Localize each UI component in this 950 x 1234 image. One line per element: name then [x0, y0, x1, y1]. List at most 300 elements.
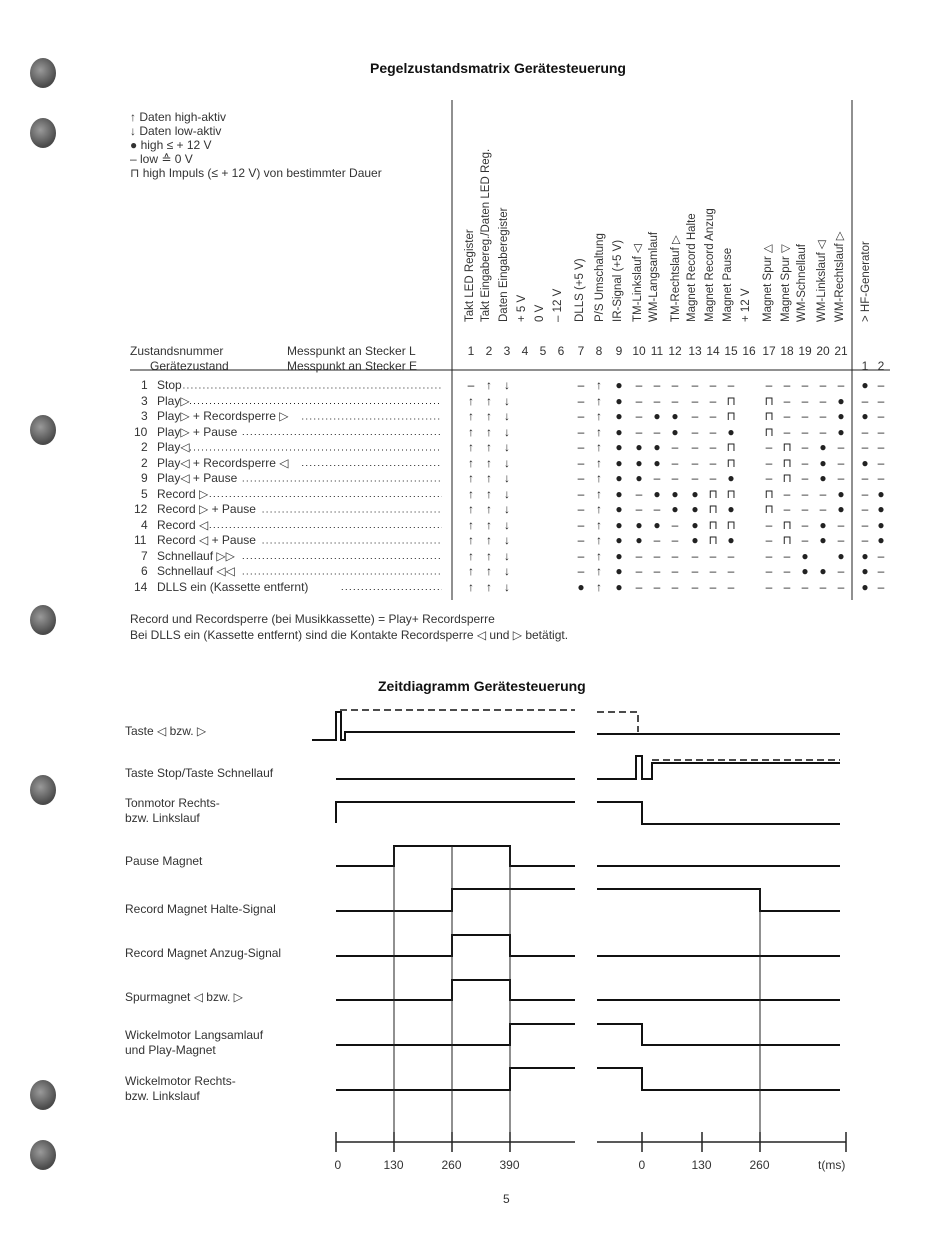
- matrix-cell: –: [577, 486, 585, 501]
- axis-tick-label: 0: [638, 1158, 646, 1172]
- matrix-cell: –: [837, 440, 845, 454]
- matrix-cell: –: [691, 471, 699, 485]
- trace-wm-langsam: [336, 1024, 575, 1045]
- matrix-cell: ↑: [468, 424, 474, 439]
- column-label: Daten Eingaberegister: [498, 207, 510, 322]
- matrix-cell: –: [801, 579, 809, 594]
- matrix-cell: –: [801, 486, 809, 501]
- trace-spur: [336, 980, 575, 1000]
- matrix-cell: –: [765, 378, 773, 392]
- row-label: Play▷ + Pause: [157, 424, 238, 439]
- column-label: Magnet Spur △: [762, 244, 774, 322]
- column-label: IR-Signal (+5 V): [612, 239, 624, 322]
- column-label: + 12 V: [740, 288, 752, 322]
- matrix-cell: ↓: [504, 424, 510, 439]
- legend-line: ↑ Daten high-aktiv: [130, 110, 227, 124]
- matrix-cell: –: [653, 471, 661, 485]
- matrix-cell: ⊓: [726, 517, 736, 532]
- matrix-cell: –: [691, 409, 699, 423]
- pin-number-l: 7: [577, 344, 585, 358]
- matrix-cell: ●: [861, 579, 869, 594]
- matrix-cell: ●: [877, 517, 885, 532]
- matrix-cell: ●: [615, 502, 623, 516]
- matrix-cell: –: [765, 471, 773, 485]
- matrix-cell: –: [877, 548, 885, 563]
- matrix-cell: –: [877, 378, 885, 392]
- matrix-cell: ●: [615, 378, 623, 392]
- row-label: Play◁ + Pause: [157, 471, 238, 485]
- matrix-cell: ↑: [486, 378, 492, 392]
- matrix-cell: –: [801, 455, 809, 470]
- matrix-cell: –: [783, 409, 791, 423]
- matrix-cell: –: [801, 378, 809, 392]
- matrix-cell: –: [783, 548, 791, 563]
- matrix-cell: ●: [837, 548, 845, 563]
- signal-label-line: Taste Stop/Taste Schnellauf: [125, 766, 274, 780]
- matrix-cell: ⊓: [764, 502, 774, 516]
- matrix-cell: ⊓: [764, 424, 774, 439]
- column-label: TM-Rechtslauf ▷: [670, 235, 682, 322]
- matrix-cell: –: [877, 424, 885, 439]
- matrix-cell: ⊓: [708, 486, 718, 501]
- pin-number-l: 10: [632, 344, 646, 358]
- matrix-cell: ●: [837, 502, 845, 516]
- matrix-cell: –: [819, 579, 827, 594]
- matrix-cell: –: [671, 440, 679, 454]
- matrix-cell: ●: [635, 533, 643, 547]
- matrix-cell: ↓: [504, 455, 510, 470]
- matrix-cell: ↓: [504, 440, 510, 454]
- matrix-cell: –: [861, 424, 869, 439]
- matrix-cell: ●: [861, 564, 869, 578]
- trace-anzug: [336, 935, 575, 956]
- row-number: 4: [141, 517, 148, 532]
- matrix-cell: ↓: [504, 502, 510, 516]
- matrix-cell: ⊓: [782, 517, 792, 532]
- matrix-cell: ↑: [468, 393, 474, 408]
- matrix-cell: –: [671, 393, 679, 408]
- matrix-cell: ↑: [596, 533, 602, 547]
- row-number: 11: [134, 533, 147, 547]
- matrix-cell: ●: [653, 486, 661, 501]
- pin-number-l: 1: [467, 344, 475, 358]
- matrix-cell: ↑: [486, 393, 492, 408]
- matrix-cell: ●: [635, 517, 643, 532]
- matrix-cell: –: [671, 579, 679, 594]
- pin-number-l: 18: [780, 344, 794, 358]
- matrix-cell: –: [727, 548, 735, 563]
- matrix-cell: –: [635, 502, 643, 516]
- row-number: 3: [141, 409, 148, 423]
- trace-tonmotor: [597, 802, 840, 824]
- header-stecker-l: Messpunkt an Stecker L: [287, 344, 416, 358]
- matrix-cell: –: [819, 393, 827, 408]
- matrix-cell: ↓: [504, 517, 510, 532]
- matrix-cell: ●: [615, 455, 623, 470]
- row-label: Schnellauf ▷▷: [157, 548, 235, 563]
- signal-label-line: Record Magnet Anzug-Signal: [125, 946, 282, 960]
- matrix-cell: ↑: [486, 486, 492, 501]
- matrix-cell: ↑: [468, 533, 474, 547]
- matrix-cell: –: [653, 533, 661, 547]
- matrix-cell: –: [801, 409, 809, 423]
- pin-number-l: 4: [521, 344, 529, 358]
- matrix-cell: ⊓: [764, 409, 774, 423]
- matrix-cell: –: [691, 378, 699, 392]
- matrix-cell: –: [861, 517, 869, 532]
- matrix-cell: –: [709, 564, 717, 578]
- matrix-cell: –: [653, 579, 661, 594]
- signal-label-line: Taste ◁ bzw. ▷: [125, 724, 207, 738]
- matrix-cell: ⊓: [782, 471, 792, 485]
- matrix-cell: ⊓: [708, 533, 718, 547]
- matrix-cell: ↑: [596, 517, 602, 532]
- trace-tonmotor: [336, 802, 575, 823]
- matrix-cell: ●: [615, 517, 623, 532]
- pin-number-l: 11: [650, 344, 664, 358]
- row-label: Record ▷: [157, 486, 209, 501]
- matrix-cell: ↑: [468, 502, 474, 516]
- matrix-cell: ●: [615, 424, 623, 439]
- matrix-cell: ●: [727, 424, 735, 439]
- matrix-cell: ↑: [486, 424, 492, 439]
- matrix-cell: –: [671, 517, 679, 532]
- matrix-cell: ●: [615, 548, 623, 563]
- matrix-cell: ●: [861, 455, 869, 470]
- signal-label-line: Wickelmotor Langsamlauf: [125, 1028, 264, 1042]
- matrix-cell: ●: [819, 533, 827, 547]
- matrix-cell: –: [653, 564, 661, 578]
- matrix-cell: –: [577, 502, 585, 516]
- matrix-cell: ↑: [596, 502, 602, 516]
- matrix-note-2: Bei DLLS ein (Kassette entfernt) sind die Kontakte Recordsperre ◁ und ▷ betätigt.: [130, 628, 569, 642]
- matrix-cell: ↑: [468, 564, 474, 578]
- pin-number-l: 15: [724, 344, 738, 358]
- matrix-cell: –: [783, 393, 791, 408]
- matrix-cell: ●: [727, 502, 735, 516]
- matrix-cell: –: [819, 424, 827, 439]
- matrix-cell: ●: [635, 440, 643, 454]
- row-label: Stop: [157, 378, 182, 392]
- matrix-cell: ⊓: [708, 502, 718, 516]
- matrix-cell: ⊓: [782, 533, 792, 547]
- matrix-cell: ↑: [486, 579, 492, 594]
- matrix-cell: –: [653, 424, 661, 439]
- matrix-cell: –: [691, 440, 699, 454]
- matrix-cell: ⊓: [764, 393, 774, 408]
- matrix-cell: ⊓: [726, 486, 736, 501]
- pin-number-l: 12: [668, 344, 682, 358]
- matrix-cell: –: [861, 471, 869, 485]
- matrix-cell: ↑: [596, 471, 602, 485]
- matrix-cell: –: [671, 378, 679, 392]
- header-stecker-e: Messpunkt an Stecker E: [287, 359, 418, 373]
- row-label: Record ▷ + Pause: [157, 502, 256, 516]
- signal-label-line: Spurmagnet ◁ bzw. ▷: [125, 990, 243, 1004]
- pin-number-l: 20: [816, 344, 830, 358]
- matrix-cell: ↓: [504, 579, 510, 594]
- matrix-cell: ●: [801, 564, 809, 578]
- matrix-cell: ↑: [596, 548, 602, 563]
- matrix-cell: ●: [837, 424, 845, 439]
- matrix-cell: –: [765, 548, 773, 563]
- matrix-cell: –: [709, 393, 717, 408]
- row-label: DLLS ein (Kassette entfernt): [157, 579, 309, 594]
- matrix-cell: –: [819, 502, 827, 516]
- pin-number-l: 6: [557, 344, 565, 358]
- matrix-cell: –: [709, 579, 717, 594]
- signal-label-line: Pause Magnet: [125, 854, 203, 868]
- matrix-cell: –: [861, 533, 869, 547]
- column-label: Magnet Spur ▽: [780, 244, 792, 322]
- matrix-cell: –: [801, 533, 809, 547]
- matrix-title: Pegelzustandsmatrix Gerätesteuerung: [370, 60, 626, 76]
- column-label: TM-Linkslauf ◁: [632, 244, 644, 322]
- matrix-cell: ⊓: [708, 517, 718, 532]
- column-label: P/S Umschaltung: [594, 233, 606, 322]
- matrix-cell: –: [691, 455, 699, 470]
- matrix-cell: ⊓: [782, 455, 792, 470]
- matrix-cell: ↑: [596, 378, 602, 392]
- matrix-cell: –: [709, 548, 717, 563]
- matrix-cell: ●: [837, 409, 845, 423]
- row-label: Record ◁ + Pause: [157, 533, 256, 547]
- matrix-cell: ⊓: [726, 440, 736, 454]
- trace-wm-langsam: [597, 1024, 840, 1045]
- matrix-cell: ●: [635, 471, 643, 485]
- matrix-cell: –: [635, 393, 643, 408]
- matrix-cell: ↑: [468, 548, 474, 563]
- signal-label-line: Wickelmotor Rechts-: [125, 1074, 236, 1088]
- pin-number-l: 16: [742, 344, 756, 358]
- matrix-cell: ●: [671, 424, 679, 439]
- matrix-cell: ↑: [596, 486, 602, 501]
- matrix-cell: –: [765, 564, 773, 578]
- matrix-cell: ↓: [504, 378, 510, 392]
- row-number: 3: [141, 393, 148, 408]
- matrix-cell: ●: [819, 517, 827, 532]
- pin-number-l: 2: [485, 344, 493, 358]
- matrix-cell: –: [577, 455, 585, 470]
- matrix-cell: ↓: [504, 393, 510, 408]
- row-number: 5: [141, 486, 148, 501]
- matrix-cell: ↑: [468, 409, 474, 423]
- matrix-cell: ●: [615, 579, 623, 594]
- matrix-cell: –: [837, 564, 845, 578]
- legend-line: ● high ≤ + 12 V: [130, 138, 212, 152]
- timing-title: Zeitdiagramm Gerätesteuerung: [378, 678, 586, 694]
- row-number: 7: [141, 548, 148, 563]
- row-number: 2: [141, 440, 148, 454]
- column-label: > HF-Generator: [860, 241, 872, 322]
- matrix-cell: –: [837, 517, 845, 532]
- matrix-cell: ●: [577, 579, 585, 594]
- axis-tick-label: 260: [749, 1158, 770, 1172]
- matrix-cell: –: [577, 471, 585, 485]
- matrix-cell: –: [709, 378, 717, 392]
- matrix-cell: –: [765, 517, 773, 532]
- signal-label-line: und Play-Magnet: [125, 1043, 216, 1057]
- matrix-cell: –: [691, 579, 699, 594]
- matrix-cell: ●: [877, 533, 885, 547]
- matrix-cell: ↑: [486, 455, 492, 470]
- matrix-cell: –: [783, 424, 791, 439]
- matrix-cell: ●: [837, 393, 845, 408]
- matrix-cell: ●: [819, 471, 827, 485]
- matrix-cell: –: [727, 378, 735, 392]
- matrix-cell: ↓: [504, 471, 510, 485]
- row-number: 1: [141, 378, 148, 392]
- matrix-cell: ●: [837, 486, 845, 501]
- matrix-cell: –: [819, 409, 827, 423]
- matrix-cell: –: [671, 564, 679, 578]
- row-label: Play◁: [157, 440, 190, 454]
- matrix-cell: ●: [691, 486, 699, 501]
- matrix-cell: ●: [877, 502, 885, 516]
- row-number: 2: [141, 455, 148, 470]
- matrix-cell: ↑: [486, 517, 492, 532]
- row-number: 12: [134, 502, 148, 516]
- trace-taste-dashed: [597, 712, 638, 732]
- matrix-cell: ●: [615, 564, 623, 578]
- matrix-cell: ↑: [596, 455, 602, 470]
- matrix-cell: ●: [615, 533, 623, 547]
- pin-number-e: 2: [877, 359, 885, 373]
- matrix-cell: –: [837, 533, 845, 547]
- signal-label-line: bzw. Linkslauf: [125, 811, 200, 825]
- matrix-cell: –: [861, 393, 869, 408]
- trace-taste: [312, 712, 575, 740]
- matrix-cell: ↓: [504, 564, 510, 578]
- legend-line: – low ≙ 0 V: [130, 152, 193, 166]
- matrix-cell: ●: [819, 440, 827, 454]
- matrix-cell: ↓: [504, 409, 510, 423]
- signal-label-line: bzw. Linkslauf: [125, 1089, 200, 1103]
- matrix-cell: ●: [691, 517, 699, 532]
- matrix-cell: –: [691, 548, 699, 563]
- matrix-cell: –: [635, 378, 643, 392]
- matrix-cell: –: [671, 471, 679, 485]
- matrix-cell: –: [877, 564, 885, 578]
- axis-unit: t(ms): [818, 1158, 846, 1172]
- matrix-cell: –: [709, 455, 717, 470]
- trace-halte: [336, 889, 575, 911]
- matrix-cell: ●: [671, 486, 679, 501]
- matrix-cell: –: [877, 579, 885, 594]
- matrix-cell: ↓: [504, 533, 510, 547]
- matrix-cell: ●: [801, 548, 809, 563]
- legend-line: ⊓ high Impuls (≤ + 12 V) von bestimmter Dauer: [130, 166, 382, 180]
- column-label: Takt Eingabereg./Daten LED Reg.: [480, 148, 492, 322]
- matrix-cell: ↑: [486, 440, 492, 454]
- matrix-cell: –: [635, 486, 643, 501]
- matrix-cell: –: [877, 409, 885, 423]
- matrix-cell: –: [861, 502, 869, 516]
- matrix-cell: –: [577, 564, 585, 578]
- matrix-cell: –: [577, 548, 585, 563]
- matrix-cell: ●: [653, 440, 661, 454]
- column-label: Magnet Record Anzug: [704, 208, 716, 322]
- matrix-note-1: Record und Recordsperre (bei Musikkassette) = Play+ Recordsperre: [130, 612, 495, 626]
- axis-tick-label: 0: [334, 1158, 342, 1172]
- matrix-cell: –: [861, 486, 869, 501]
- matrix-cell: ●: [671, 502, 679, 516]
- matrix-cell: –: [577, 440, 585, 454]
- matrix-cell: ↓: [504, 486, 510, 501]
- matrix-cell: ●: [653, 517, 661, 532]
- pin-number-l: 17: [762, 344, 776, 358]
- matrix-cell: ●: [653, 409, 661, 423]
- matrix-cell: ⊓: [726, 393, 736, 408]
- matrix-cell: –: [877, 455, 885, 470]
- matrix-cell: –: [709, 471, 717, 485]
- matrix-cell: ↑: [486, 548, 492, 563]
- matrix-cell: ⊓: [726, 455, 736, 470]
- column-label: WM-Linkslauf ◁: [816, 240, 828, 322]
- column-label: Magnet Pause: [722, 247, 734, 322]
- row-number: 6: [141, 564, 148, 578]
- matrix-cell: ●: [861, 378, 869, 392]
- matrix-cell: ●: [691, 533, 699, 547]
- matrix-cell: –: [783, 486, 791, 501]
- matrix-cell: ↑: [596, 579, 602, 594]
- matrix-cell: –: [765, 440, 773, 454]
- matrix-cell: ↑: [596, 564, 602, 578]
- matrix-cell: –: [635, 424, 643, 439]
- matrix-cell: –: [577, 533, 585, 547]
- page-number: 5: [503, 1192, 510, 1206]
- matrix-cell: ●: [615, 409, 623, 423]
- matrix-cell: ●: [819, 455, 827, 470]
- matrix-cell: –: [783, 579, 791, 594]
- trace-halte: [597, 889, 840, 911]
- matrix-cell: ↑: [468, 455, 474, 470]
- pin-number-l: 19: [798, 344, 812, 358]
- matrix-cell: ●: [615, 471, 623, 485]
- pin-number-l: 3: [503, 344, 511, 358]
- matrix-cell: ●: [819, 564, 827, 578]
- matrix-cell: –: [727, 564, 735, 578]
- matrix-cell: ↑: [596, 440, 602, 454]
- matrix-cell: –: [801, 517, 809, 532]
- matrix-cell: ●: [653, 455, 661, 470]
- matrix-cell: –: [861, 440, 869, 454]
- matrix-cell: ↑: [596, 424, 602, 439]
- matrix-cell: –: [837, 378, 845, 392]
- matrix-cell: ↓: [504, 548, 510, 563]
- matrix-cell: ↑: [596, 393, 602, 408]
- matrix-cell: –: [653, 548, 661, 563]
- matrix-cell: –: [577, 424, 585, 439]
- matrix-cell: –: [709, 424, 717, 439]
- matrix-cell: –: [765, 533, 773, 547]
- matrix-cell: ↑: [468, 471, 474, 485]
- row-label: Play◁ + Recordsperre ◁: [157, 455, 289, 470]
- matrix-cell: –: [577, 517, 585, 532]
- matrix-cell: –: [653, 393, 661, 408]
- header-zustandsnummer: Zustandsnummer: [130, 344, 224, 358]
- axis-tick-label: 130: [691, 1158, 712, 1172]
- row-label: Play▷ + Recordsperre ▷: [157, 409, 289, 423]
- matrix-cell: ●: [671, 409, 679, 423]
- row-number: 9: [141, 471, 148, 485]
- matrix-cell: –: [577, 409, 585, 423]
- matrix-cell: –: [819, 378, 827, 392]
- matrix-cell: –: [765, 579, 773, 594]
- column-label: WM-Schnellauf: [796, 244, 808, 322]
- matrix-cell: ⊓: [764, 486, 774, 501]
- trace-wm-rechts: [597, 1068, 840, 1090]
